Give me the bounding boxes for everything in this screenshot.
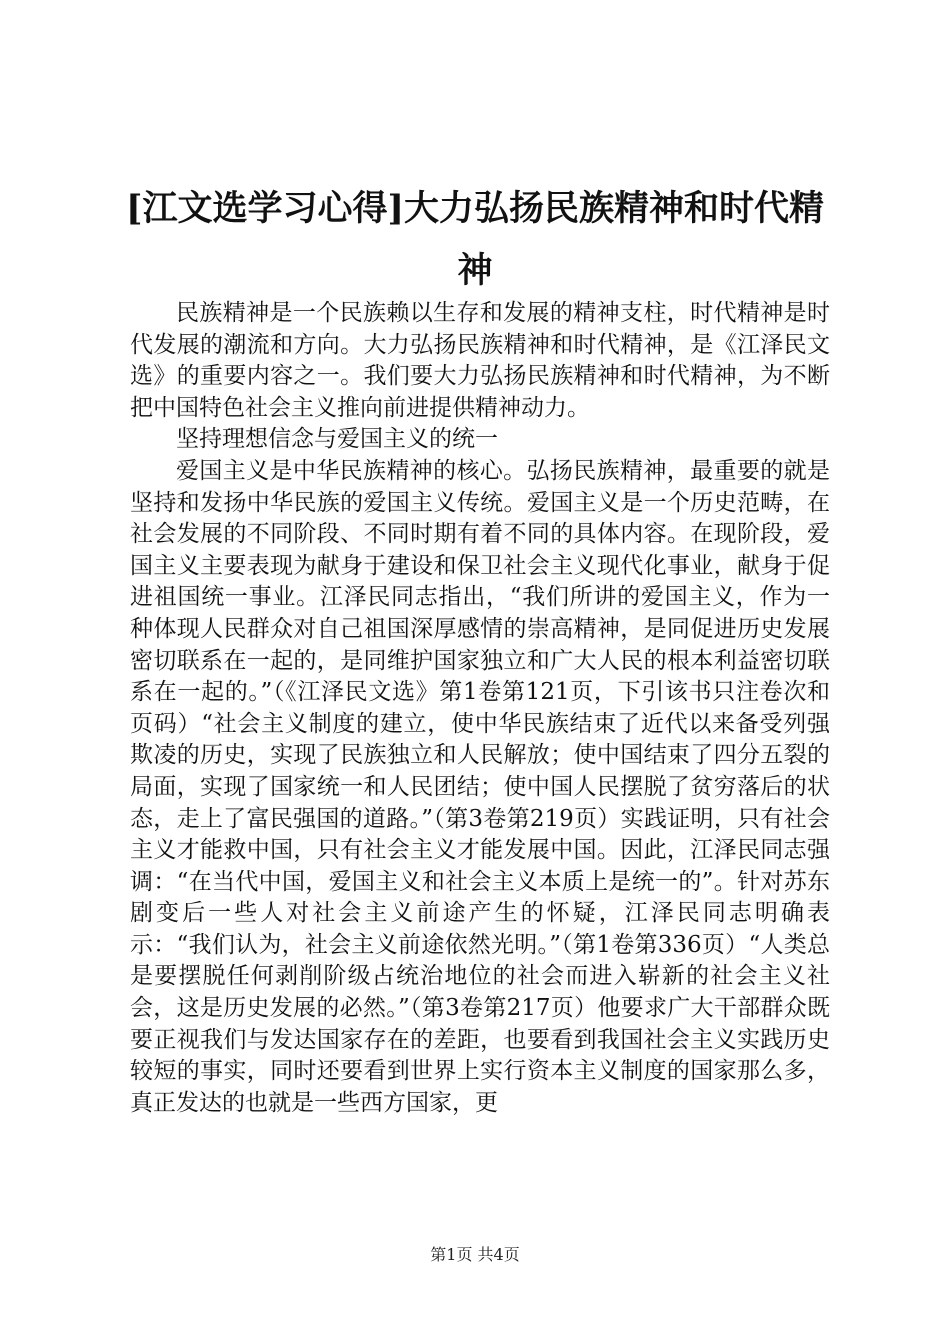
section-heading: 坚持理想信念与爱国主义的统一 bbox=[176, 426, 498, 453]
paragraph-intro: 民族精神是一个民族赖以生存和发展的精神支柱，时代精神是时代发展的潮流和方向。大力弘扬民族精神和时代精神，是《江泽民文选》的重要内容之一。我们要大力弘扬民族精神和时代精神，为不断把中国特色社会主义推向前进提供精神动力。 bbox=[130, 300, 830, 421]
document-body bbox=[130, 298, 830, 1119]
page-footer: 第1页 共4页 bbox=[430, 1245, 520, 1264]
paragraph-patriotism: 爱国主义是中华民族精神的核心。弘扬民族精神，最重要的就是坚持和发扬中华民族的爱国主义传统。爱国主义是一个历史范畴，在社会发展的不同阶段、不同时期有着不同的具体内容。在现阶段，爱国主义主要表现为献身于建设和保卫社会主义现代化事业，献身于促进祖国统一事业。江泽民同志指出，“我们所讲的爱国主义，作为一种体现人民群众对自己祖国深厚感情的崇高精神，是同促进历史发展密切联系在一起的，是同维护国家独立和广大人民的根本利益密切联系在一起的。”（《江泽民文选》第1卷第121页，下引该书只注卷次和页码）“社会主义制度的建立，使中华民族结束了近代以来备受列强欺凌的历史，实现了民族独立和人民解放；使中国结束了四分五裂的局面，实现了国家统一和人民团结；使中国人民摆脱了贫穷落后的状态，走上了富民强国的道路。”（第3卷第219页）实践证明，只有社会主义才能救中国，只有社会主义才能发展中国。因此，江泽民同志强调：“在当代中国，爱国主义和社会主义本质上是统一的”。针对苏东剧变后一些人对社会主义前途产生的怀疑，江泽民同志明确表示：“我们认为，社会主义前途依然光明。”（第1卷第336页）“人类总是要摆脱任何剥削阶级占统治地位的社会而进入崭新的社会主义社会，这是历史发展的必然。”（第3卷第217页）他要求广大干部群众既要正视我们与发达国家存在的差距，也要看到我国社会主义实践历史较短的事实，同时还要看到世界上实行资本主义制度的国家那么多，真正发达的也就是一些西方国家，更 bbox=[130, 457, 830, 1116]
document-title: [江文选学习心得]大力弘扬民族精神和时代精神 bbox=[125, 188, 825, 291]
